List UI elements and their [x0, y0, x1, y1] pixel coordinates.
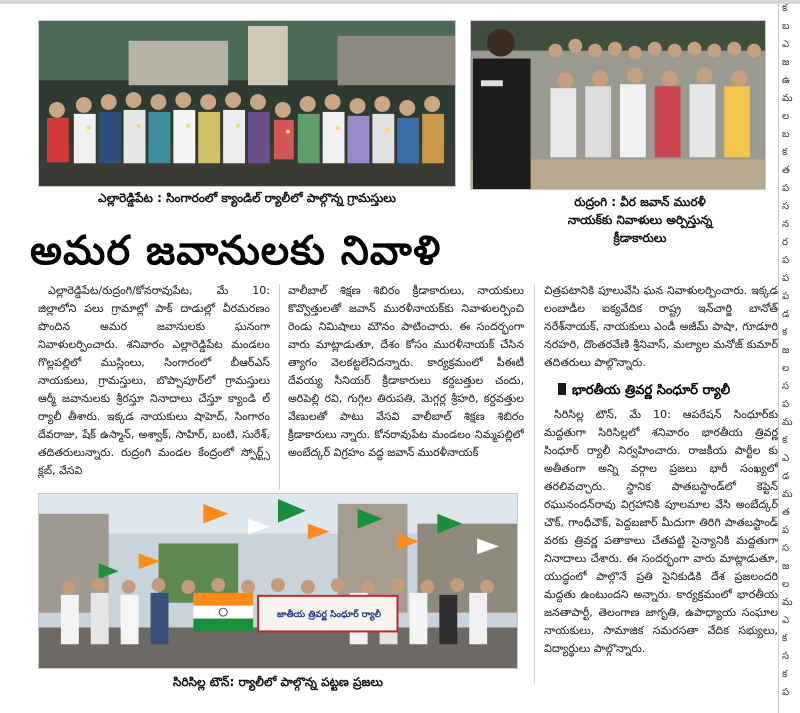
photo-tribute-rudrangi	[470, 20, 766, 190]
photo-tricolour-rally-sircilla	[38, 493, 518, 669]
adjacent-article-glyph: ఎ	[782, 615, 790, 626]
adjacent-article-glyph: డ	[782, 309, 790, 320]
adjacent-article-glyph: న	[782, 219, 790, 230]
sub-article-body	[544, 406, 778, 706]
flag-graphic	[193, 593, 253, 632]
adjacent-article-glyph: త	[782, 507, 790, 518]
adjacent-article-glyph: స	[782, 381, 790, 392]
article-main-column-1	[38, 282, 270, 492]
adjacent-article-strip	[782, 0, 800, 713]
adjacent-article-glyph: ప	[782, 687, 790, 698]
photo-caption-rudrangi-line1: రుద్రంగి : వీర జవాన్ మురళీ	[574, 195, 706, 209]
adjacent-article-glyph: క	[782, 669, 788, 680]
adjacent-article-glyph: జ	[782, 57, 790, 68]
adjacent-article-glyph: స	[782, 201, 790, 212]
sub-article-heading	[558, 381, 778, 401]
adjacent-article-glyph: ఉ	[782, 75, 790, 86]
adjacent-article-glyph: ర	[782, 237, 788, 248]
adjacent-article-glyph: ఎ	[782, 453, 790, 464]
adjacent-article-glyph: స	[782, 651, 790, 662]
adjacent-article-glyph: ప	[782, 399, 790, 410]
adjacent-article-glyph: మ	[782, 597, 793, 608]
headline: అమర జవానులకు నివాళి	[30, 228, 442, 274]
adjacent-article-glyph: ఎ	[782, 39, 790, 50]
adjacent-article-glyph: ప	[782, 525, 790, 536]
adjacent-article-glyph: ల	[782, 579, 790, 590]
adjacent-article-glyph: త	[782, 165, 790, 176]
adjacent-article-glyph: డ	[782, 471, 790, 482]
adjacent-article-glyph: ప	[782, 183, 790, 194]
adjacent-article-glyph: ప	[782, 291, 790, 302]
adjacent-article-glyph: క	[782, 435, 788, 446]
article-main-col3-text: చిత్రపటానికి పూలువేసి ఘన నివాళులర్పించారు. ఇక్కడ లంబాడీల ఐక్యవేదిక రాష్ట్ర ఇన్‌చార్జి బానోత్ నరేశ్‌నాయక్, నాయకులు ఎండీ అజీమ్ పాషా, గూడూరి నరహరి, దొంతరవేణి శ్రీనివాస్, మల్యాల మనోజ్ కుమార్ తదితరులు పాల్గొన్నారు.	[544, 284, 778, 369]
adjacent-article-glyph: స	[782, 543, 790, 554]
adjacent-article-glyph: క	[782, 327, 788, 338]
adjacent-article-glyph: ల	[782, 111, 790, 122]
adjacent-article-glyph: జ	[782, 561, 790, 572]
photo-candle-rally-singaram	[38, 20, 456, 187]
photo-caption-rudrangi-line2: నాయక్‌కు నివాళులు అర్పిస్తున్న	[567, 213, 713, 227]
adjacent-article-glyph: ప	[782, 273, 790, 284]
rally-banner-text: జాతీయ త్రివర్ణ సింధూర్ ర్యాలీ	[277, 610, 381, 620]
adjacent-article-glyph: ల	[782, 363, 790, 374]
adjacent-article-glyph: బ	[782, 21, 790, 32]
adjacent-article-glyph: బ	[782, 129, 790, 140]
heading-marker	[558, 383, 566, 395]
adjacent-article-glyph: మ	[782, 489, 793, 500]
sub-article-heading-text: భారతీయ త్రివర్ణ సింధూర్ ర్యాలీ	[572, 383, 731, 398]
photo-caption-rudrangi	[540, 193, 740, 247]
adjacent-article-glyph: క	[782, 3, 788, 14]
photo-caption-singaram: ఎల్లారెడ్డిపేట : సింగారంలో క్యాండిల్ ర్యాలీలో పాల్గొన్న గ్రామస్తులు	[98, 191, 396, 205]
photo-caption-sircilla: సిరిసిల్ల టౌన్: ర్యాలీలో పాల్గొన్న పట్టణ ప్రజలు	[173, 675, 383, 689]
article-main-col2-text: వాలీబాల్ శిక్షణ శిబిరం క్రీడాకారులు, నాయకులు కొవ్వొత్తులతో జవాన్ మురళీనాయక్‌కు నివాళులర్పించి రెండు నిమిషాలు మౌనం పాటించారు. ఈ సందర్భంగా వారు మాట్లాడుతూ, దేశం కోసం మురళీనాయక్ చేసిన త్యాగం వెలకట్టలేనిదన్నారు. కార్యక్రమంలో పీఈటీ దేవయ్య సీనియర్ క్రీడాకారులు కర్దబత్తుల చందు, అరిపెల్లి రవి, గుగ్గిల తిరుపతి, మెగ్గర్ల శ్రీహరి, కర్దవత్తుల వేణులతో పాటు వేసవి వాలీబాల్ శిక్షణ శిబిరం క్రీడాకారులు న్నారు. కోనరావుపేట మండలం నిమ్మపల్లిలో అంబేద్కర్ విగ్రహం వద్ద జవాన్ మురళీనాయక్	[288, 284, 524, 459]
adjacent-article-glyph: ప	[782, 255, 790, 266]
page-edge-divider	[778, 0, 779, 713]
adjacent-article-glyph: మ	[782, 417, 793, 428]
adjacent-article-glyph: మ	[782, 93, 793, 104]
adjacent-article-glyph: క	[782, 147, 788, 158]
column-divider	[534, 284, 535, 684]
article-main-col1-text: ఎల్లారెడ్డిపేట/రుద్రంగి/కోనరావుపేట, మే 10: జిల్లాలోని పలు గ్రామాల్లో పాక్ దాడుల్లో వీరమరణం పొందిన అమర జవానులకు ఘనంగా నివాళులర్పించారు. శనివారం ఎల్లారెడ్డిపేట మండలం గొల్లపల్లిలో ముస్లింలు, సింగారంలో బీఆర్‌ఎస్ నాయకులు, గ్రామస్తులు, బొప్పాపూర్‌లో గ్రామస్తులు ఆర్మీ జవానులకు శ్రీరస్తూ నినాదాలు చేస్తూ క్యాండి ల్ ర్యాలీ తీశారు. ఇక్కడ నాయకులు షాహెద్, సింగారం దేవరాజు, షేక్ ఉస్మాన్, అశ్వాక్, సాహిర్, బంటి, సురేశ్, తదితరులున్నారు. రుద్రంగి మండల కేంద్రంలో స్పోర్ట్స్ క్లబ్, వేసవి	[38, 284, 270, 477]
article-main-column-2	[288, 282, 524, 492]
photo-caption-rudrangi-line3: క్రీడాకారులు	[613, 231, 667, 245]
top-rule	[0, 0, 800, 4]
adjacent-article-glyph: క	[782, 633, 788, 644]
sub-article-body-text: సిరిసిల్ల టౌన్, మే 10: ఆపరేషన్ సింధూర్‌కు మద్దతుగా సిరిసిల్లలో శనివారం భారతీయ త్రివర్ణ సింధూర్ ర్యాలీ నిర్వహించారు. రాజకీయ పార్టీల కు అతీతంగా అన్ని వర్గాల ప్రజలు భారీ సంఖ్యలో తరలివచ్చారు. స్థానిక పాతబస్టాండ్‌లో కెప్టెన్ రఘునందన్‌రావు విగ్రహానికి పూలమాల వేసి అంబేద్కర్ చౌక్, గాంధీచౌక్, పెద్దబజార్ మీదుగా తిరిగి పాతబస్టాండ్ వరకు త్రివర్ణ పతాకాలు చేతపట్టి సైన్యానికి మద్దతుగా నినాదాలు చేశారు. ఈ సందర్భంగా వారు మాట్లాడుతూ, యుద్ధంలో పాల్గొనే ప్రతి సైనికుడికి దేశ ప్రజలందరి మద్దతు ఉంటుందని అన్నారు. కార్యక్రమంలో భారతీయ జనతాపార్టీ, తెలంగాణ జాగృతి, ఉపాధ్యాయ సంఘాల నాయకులు, సామాజిక సమరసతా వేదిక సభ్యులు, విద్యార్థులు పాల్గొన్నారు.	[544, 408, 778, 655]
adjacent-article-glyph: జ	[782, 345, 790, 356]
article-main-column-3	[544, 282, 778, 377]
column-divider	[279, 284, 280, 490]
